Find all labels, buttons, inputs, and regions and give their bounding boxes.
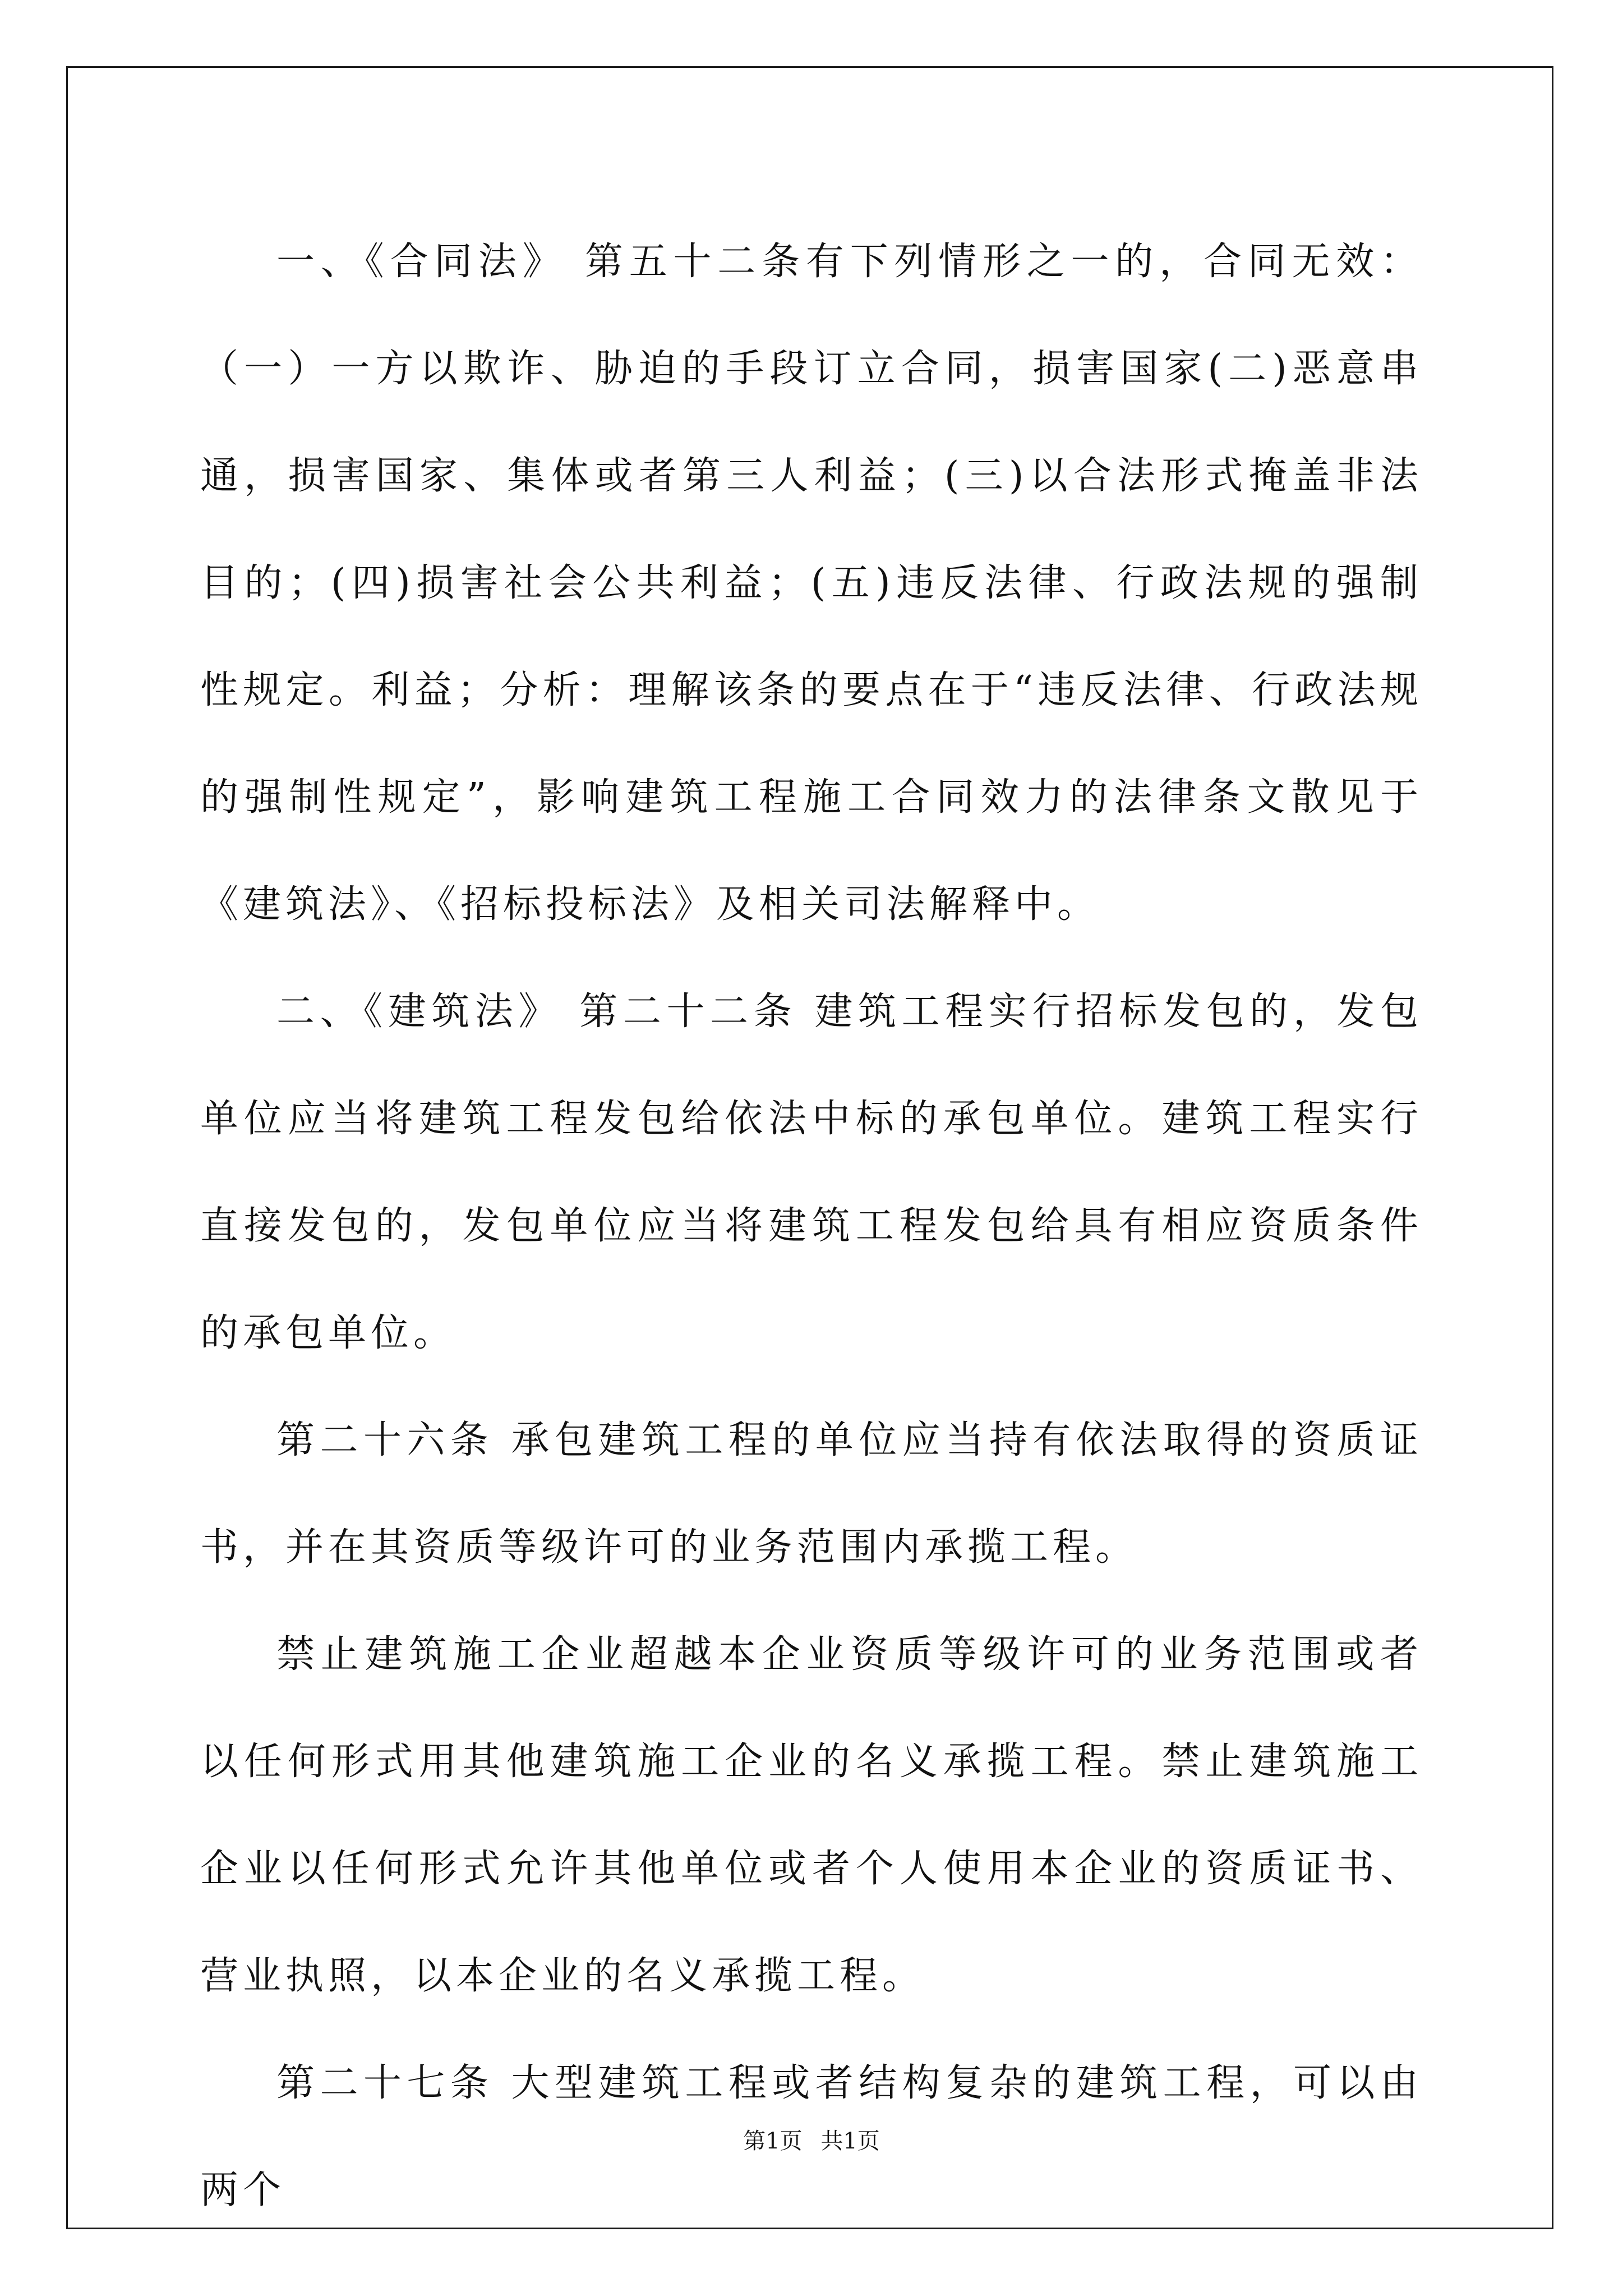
paragraph-prohibition: 禁止建筑施工企业超越本企业资质等级许可的业务范围或者以任何形式用其他建筑施工企业的名义承揽工程。禁止建筑施工企业以任何形式允许其他单位或者个人使用本企业的资质证书、营业执照，以本企业的名义承揽工程。 <box>200 1632 1423 1998</box>
page-footer <box>0 2123 1623 2155</box>
page-number: 第1页 <box>743 2128 803 2154</box>
paragraph-building-law-art22: 二、《建筑法》 第二十二条 建筑工程实行招标发包的，发包单位应当将建筑工程发包给依法中标的承包单位。建筑工程实行直接发包的，发包单位应当将建筑工程发包给具有相应资质条件的承包单位。 <box>200 990 1423 1355</box>
document-body <box>200 208 1423 2244</box>
paragraph-art27: 第二十七条 大型建筑工程或者结构复杂的建筑工程，可以由两个 <box>200 2061 1423 2212</box>
paragraph-art26: 第二十六条 承包建筑工程的单位应当持有依法取得的资质证书，并在其资质等级许可的业务范围内承揽工程。 <box>200 1418 1423 1570</box>
paragraph-contract-law: 一、《合同法》 第五十二条有下列情形之一的，合同无效：（一）一方以欺诈、胁迫的手段订立合同，损害国家(二)恶意串通，损害国家、集体或者第三人利益；(三)以合法形式掩盖非法目的；(四)损害社会公共利益；(五)违反法律、行政法规的强制性规定。利益；分析：理解该条的要点在于“违反法律、行政法规的强制性规定”，影响建筑工程施工合同效力的法律条文散见于《建筑法》、《招标投标法》及相关司法解释中。 <box>200 240 1423 927</box>
page-total: 共1页 <box>820 2128 880 2154</box>
